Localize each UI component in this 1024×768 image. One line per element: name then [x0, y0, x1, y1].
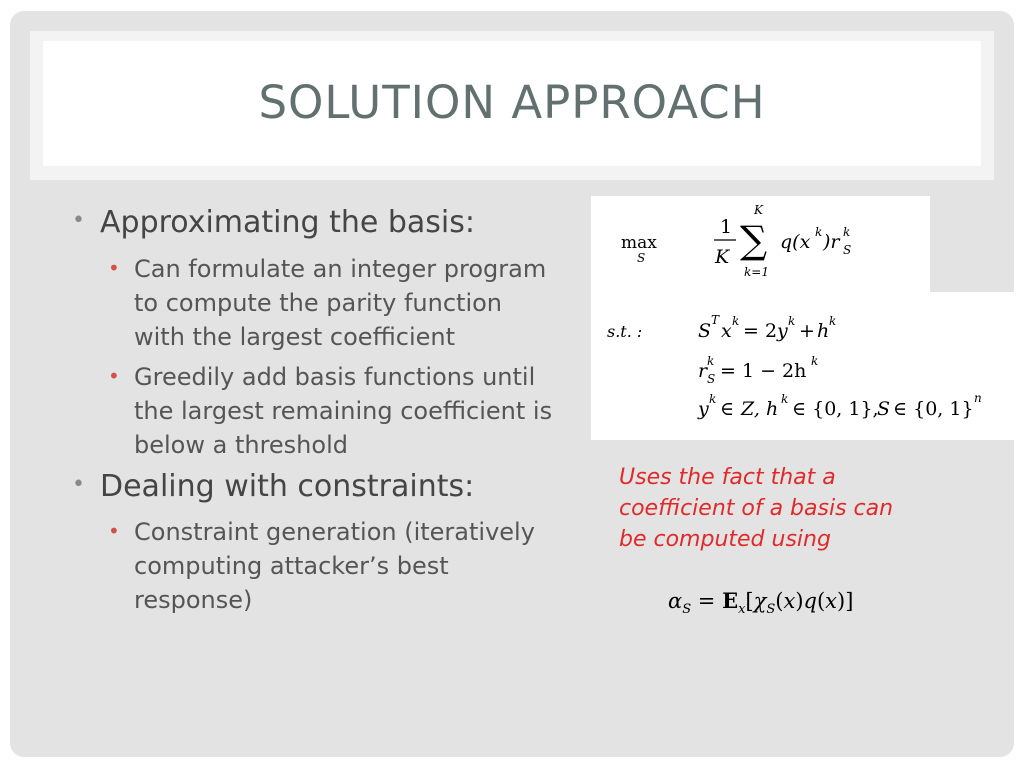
text-line: response) — [134, 586, 253, 614]
svg-text:k: k — [811, 354, 819, 368]
st-label: s.t. : — [607, 322, 643, 341]
svg-text:h: h — [817, 320, 830, 342]
summation-sign: ∑ — [740, 218, 768, 262]
svg-text:k: k — [707, 354, 715, 368]
max-label: max — [621, 233, 657, 253]
svg-text:k: k — [781, 392, 789, 406]
svg-text:= 2: = 2 — [743, 320, 778, 342]
slide-title: SOLUTION APPROACH — [258, 76, 766, 129]
text-line: to compute the parity function — [134, 289, 503, 317]
svg-text:n: n — [974, 391, 982, 405]
sub-bullet-integer-program — [108, 252, 547, 354]
sum-lower: k=1 — [744, 265, 769, 279]
constraint-1: S — [698, 320, 712, 342]
svg-text:T: T — [711, 313, 720, 327]
sub-bullet-constraint-generation — [108, 515, 535, 617]
text-line: with the largest coefficient — [134, 323, 456, 351]
integer-program-formula — [591, 196, 1024, 440]
svg-text:k: k — [843, 225, 851, 239]
svg-text:k: k — [732, 314, 740, 328]
svg-text:y: y — [777, 320, 788, 342]
svg-text:+: + — [799, 320, 815, 342]
fraction-denominator: K — [715, 246, 730, 268]
text-line: the largest remaining coefficient is — [134, 397, 553, 425]
svg-text:Z, h: Z, h — [741, 398, 779, 420]
bullet-constraints — [72, 469, 475, 504]
svg-text:∈: ∈ — [720, 398, 735, 420]
constraint-2: r — [698, 360, 708, 382]
svg-text:k: k — [788, 314, 796, 328]
note-line: Uses the fact that a — [619, 465, 836, 490]
bullet-text: Approximating the basis: — [100, 205, 475, 240]
svg-text:k: k — [829, 314, 837, 328]
text-line: Constraint generation (iteratively — [134, 518, 535, 546]
annotation-note — [619, 462, 949, 555]
bullet-dot: • — [72, 208, 85, 233]
sum-upper: K — [754, 203, 763, 217]
text-line: Can formulate an integer program — [134, 255, 547, 283]
svg-text:S: S — [843, 243, 852, 257]
max-subscript: S — [637, 251, 646, 265]
svg-text:k: k — [815, 225, 823, 239]
svg-text:)r: )r — [823, 231, 840, 253]
objective: q(x — [780, 231, 811, 253]
svg-text:∈ {0, 1}: ∈ {0, 1} — [893, 398, 974, 420]
text-line: computing attacker’s best — [134, 552, 449, 580]
text-line: below a threshold — [134, 431, 348, 459]
coefficient-equation: $\alpha_S = E_x[\chi_S(x)q(x)]$ — [668, 588, 854, 618]
svg-text:S: S — [707, 372, 716, 386]
svg-text:S: S — [877, 398, 891, 420]
sub-bullet-greedily — [108, 360, 553, 462]
bullet-approximating — [72, 205, 475, 240]
note-line: coefficient of a basis can — [619, 496, 894, 521]
bullet-dot: • — [72, 472, 85, 497]
svg-text:k: k — [709, 392, 717, 406]
sub-bullet-dot: • — [108, 256, 120, 280]
sub-bullet-dot: • — [108, 364, 120, 388]
svg-text:∈ {0, 1},: ∈ {0, 1}, — [792, 398, 879, 420]
constraint-2-rhs: = 1 − 2h — [720, 360, 807, 382]
constraint-3: y — [698, 398, 709, 420]
fraction-numerator: 1 — [720, 216, 733, 238]
bullet-text: Dealing with constraints: — [100, 469, 475, 504]
svg-text:x: x — [721, 320, 732, 342]
sub-bullet-dot: • — [108, 519, 120, 543]
text-line: Greedily add basis functions until — [134, 363, 536, 391]
note-line: be computed using — [619, 527, 831, 552]
